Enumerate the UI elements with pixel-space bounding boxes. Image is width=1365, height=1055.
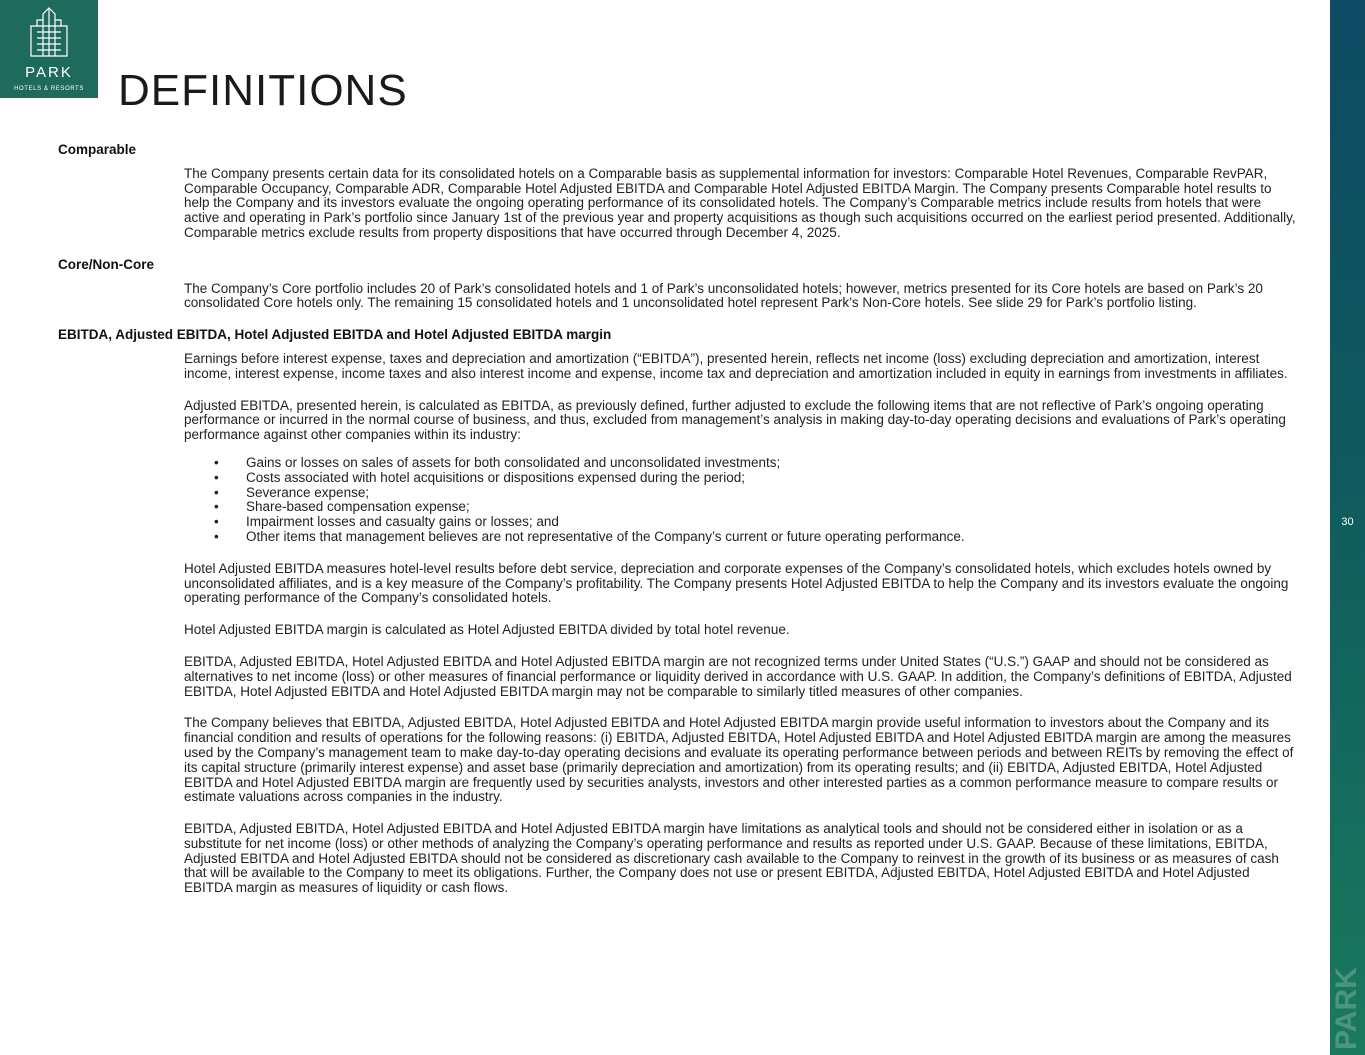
- list-item: [184, 471, 1298, 486]
- bullet-icon: •: [214, 499, 219, 515]
- park-logo: [0, 0, 98, 98]
- list-item-text: Costs associated with hotel acquisitions or dispositions expensed during the period;: [246, 469, 746, 485]
- list-item-text: Severance expense;: [246, 484, 370, 500]
- bullet-icon: •: [214, 514, 219, 530]
- right-sidebar-band: [1330, 0, 1365, 1055]
- hotel-adjusted-ebitda-margin-paragraph: Hotel Adjusted EBITDA margin is calculated as Hotel Adjusted EBITDA divided by total hotel revenue.: [184, 622, 790, 638]
- bullet-icon: •: [214, 484, 219, 500]
- gaap-disclaimer-paragraph: EBITDA, Adjusted EBITDA, Hotel Adjusted EBITDA and Hotel Adjusted EBITDA margin are not recognized terms under United States (“U.S.”) GAAP and should not be considered as alternatives to net income (loss) or other measures of financial performance or liquidity derived in accordance with U.S. GAAP. In addition, the Company’s definitions of EBITDA, Adjusted EBITDA, Hotel Adjusted EBITDA and Hotel Adjusted EBITDA margin may not be comparable to similarly titled measures of other companies.: [184, 653, 1292, 699]
- list-item: [184, 530, 1298, 545]
- watermark-text: PARK: [1330, 967, 1363, 1050]
- bullet-icon: •: [214, 528, 219, 544]
- page-title: DEFINITIONS: [118, 66, 408, 115]
- list-item-text: Impairment losses and casualty gains or losses; and: [246, 514, 559, 530]
- adjustment-items-list: [184, 456, 1298, 545]
- core-non-core-paragraph: The Company’s Core portfolio includes 20 of Park’s consolidated hotels and 1 of Park’s unconsolidated hotels; however, metrics presented for its Core hotels are based on Park’s 20 consolidated Core hotels only. The remaining 15 consolidated hotels and 1 unconsolidated hotel represent Park’s Non-Core hotels. See slide 29 for Park’s portfolio listing.: [184, 280, 1263, 311]
- park-watermark: [1330, 946, 1363, 1052]
- brand-name: PARK: [25, 64, 73, 81]
- limitations-paragraph: EBITDA, Adjusted EBITDA, Hotel Adjusted EBITDA and Hotel Adjusted EBITDA margin have limitations as analytical tools and should not be considered either in isolation or as a substitute for net income (loss) or other methods of analyzing the Company’s operating performance and results as reported under U.S. GAAP. Because of these limitations, EBITDA, Adjusted EBITDA and Hotel Adjusted EBITDA should not be considered as discretionary cash available to the Company to reinvest in the growth of its business or as measures of cash that will be available to the Company to meet its obligations. Further, the Company does not use or present EBITDA, Adjusted EBITDA, Hotel Adjusted EBITDA and Hotel Adjusted EBITDA margin as measures of liquidity or cash flows.: [184, 821, 1279, 896]
- list-item: [184, 456, 1298, 471]
- hotel-building-icon: [24, 6, 74, 62]
- list-item-text: Share-based compensation expense;: [246, 499, 470, 515]
- section-heading-ebitda: EBITDA, Adjusted EBITDA, Hotel Adjusted EBITDA and Hotel Adjusted EBITDA margin: [58, 327, 612, 343]
- section-heading-core-non-core: Core/Non-Core: [58, 256, 155, 272]
- page-number: 30: [1341, 516, 1354, 528]
- adjusted-ebitda-paragraph: Adjusted EBITDA, presented herein, is calculated as EBITDA, as previously defined, further adjusted to exclude the following items that are not reflective of Park’s ongoing operating performance or incurred in the normal course of business, and thus, excluded from management’s analysis in making day-to-day operating decisions and evaluations of Park’s operating performance against other companies within its industry:: [184, 397, 1286, 443]
- list-item: [184, 500, 1298, 515]
- hotel-adjusted-ebitda-paragraph: Hotel Adjusted EBITDA measures hotel-level results before debt service, depreciation and corporate expenses of the Company’s consolidated hotels, which excludes hotels owned by unconsolidated affiliates, and is a key measure of the Company’s profitability. The Company presents Hotel Adjusted EBITDA to help the Company and its investors evaluate the ongoing operating performance of the Company’s consolidated hotels.: [184, 560, 1289, 606]
- section-heading-comparable: Comparable: [58, 142, 137, 157]
- bullet-icon: •: [214, 454, 219, 470]
- definitions-content: [58, 143, 1298, 913]
- brand-tagline: HOTELS & RESORTS: [14, 86, 84, 92]
- usefulness-paragraph: The Company believes that EBITDA, Adjusted EBITDA, Hotel Adjusted EBITDA and Hotel Adjusted EBITDA margin provide useful information to investors about the Company and its financial condition and results of operations for the following reasons: (i) EBITDA, Adjusted EBITDA, Hotel Adjusted EBITDA and Hotel Adjusted EBITDA margin are among the measures used by the Company’s management team to make day-to-day operating decisions and evaluate its operating performance between periods and between REITs by removing the effect of its capital structure (primarily interest expense) and asset base (primarily depreciation and amortization) from its operating results; and (ii) EBITDA, Adjusted EBITDA, Hotel Adjusted EBITDA and Hotel Adjusted EBITDA margin are frequently used by securities analysts, investors and other interested parties as a common performance measure to compare results or estimate valuations across companies in the industry.: [184, 715, 1294, 805]
- list-item-text: Other items that management believes are not representative of the Company’s current or future operating performance.: [246, 528, 965, 544]
- comparable-paragraph: The Company presents certain data for its consolidated hotels on a Comparable basis as supplemental information for investors: Comparable Hotel Revenues, Comparable RevPAR, Comparable Occupancy, Comparable ADR, Comparable Hotel Adjusted EBITDA and Comparable Hotel Adjusted EBITDA Margin. The Company presents Comparable hotel results to help the Company and its investors evaluate the ongoing operating performance of its consolidated hotels. The Company’s Comparable metrics include results from hotels that were active and operating in Park’s portfolio since January 1st of the previous year and property acquisitions as though such acquisitions occurred on the earliest period presented. Additionally, Comparable metrics exclude results from property dispositions that have occurred through December 4, 2025.: [184, 165, 1296, 240]
- list-item-text: Gains or losses on sales of assets for both consolidated and unconsolidated investments;: [246, 454, 781, 470]
- bullet-icon: •: [214, 469, 219, 485]
- list-item: [184, 486, 1298, 501]
- ebitda-definition-paragraph: Earnings before interest expense, taxes and depreciation and amortization (“EBITDA”), presented herein, reflects net income (loss) excluding depreciation and amortization, interest income, interest expense, income taxes and also interest income and expense, income tax and depreciation and amortization included in equity in earnings from investments in affiliates.: [184, 350, 1288, 381]
- list-item: [184, 515, 1298, 530]
